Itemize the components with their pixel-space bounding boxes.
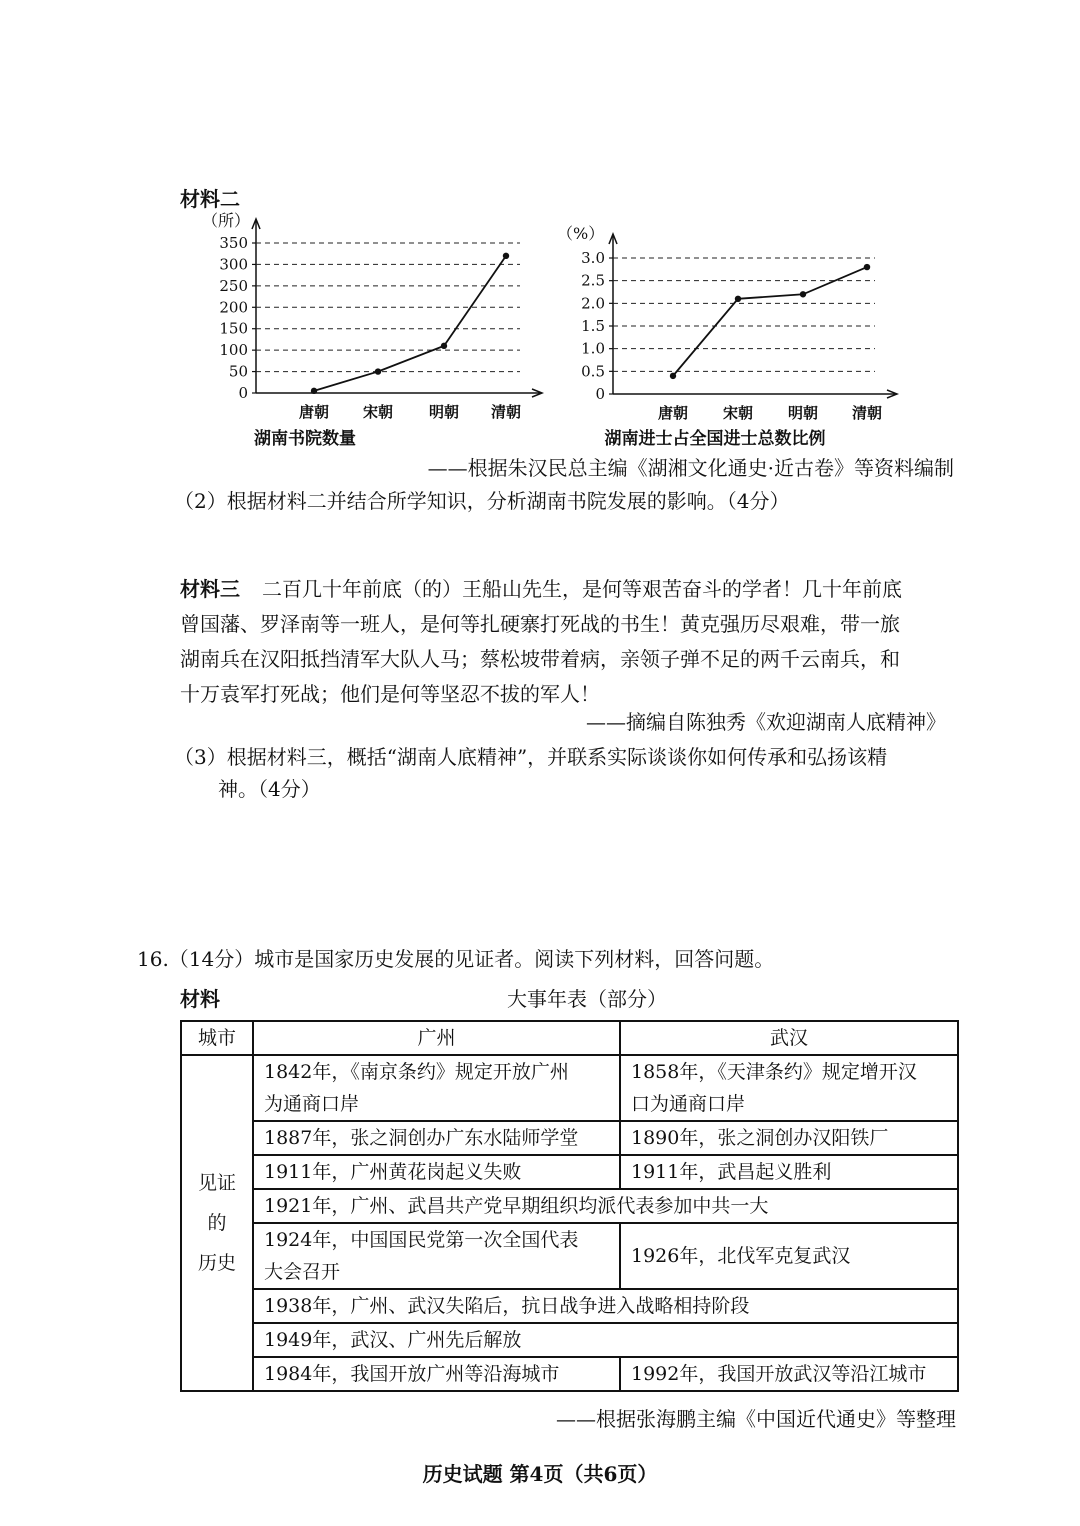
- y-tick-label: 2.5: [581, 271, 605, 290]
- cell-wuhan-1890: 1890年，张之洞创办汉阳铁厂: [620, 1121, 958, 1155]
- y-tick-label: 100: [219, 341, 248, 360]
- data-point: [441, 343, 447, 349]
- cell-1949: 1949年，武汉、广州先后解放: [253, 1323, 958, 1357]
- y-tick-label: 50: [228, 362, 248, 381]
- header-city: 城市: [181, 1021, 253, 1055]
- question-3-line-1: （3）根据材料三，概括“湖南人底精神”，并联系实际谈谈你如何传承和弘扬该精: [174, 745, 888, 769]
- x-tick-label: 明朝: [428, 403, 460, 421]
- table-header-row: [181, 1021, 958, 1055]
- y-tick-label: 3.0: [581, 249, 605, 267]
- x-tick-label: 唐朝: [657, 404, 689, 422]
- material-3-source: ——摘编自陈独秀《欢迎湖南人底精神》: [586, 710, 946, 734]
- cell-guangzhou-1911: 1911年，广州黄花岗起义失败: [253, 1155, 620, 1189]
- cell-guangzhou-1842: 1842年，《南京条约》规定开放广州 为通商口岸: [253, 1055, 620, 1121]
- material-2-label: 材料二: [180, 187, 240, 211]
- cell-guangzhou-1924: 1924年，中国国民党第一次全国代表 大会召开: [253, 1223, 620, 1289]
- cell-guangzhou-1887: 1887年，张之洞创办广东水陆师学堂: [253, 1121, 620, 1155]
- table-row: [181, 1357, 958, 1391]
- y-tick-label: 300: [219, 255, 248, 274]
- data-point: [864, 264, 870, 270]
- header-wuhan: 武汉: [620, 1021, 958, 1055]
- data-point: [670, 373, 676, 379]
- y-unit-label: （%）: [557, 224, 605, 243]
- table-row: [181, 1223, 958, 1289]
- data-point: [800, 291, 806, 297]
- y-tick-label: 1.5: [581, 317, 605, 335]
- header-guangzhou: 广州: [253, 1021, 620, 1055]
- material-3-block: [180, 572, 960, 712]
- cell-wuhan-1992: 1992年，我国开放武汉等沿江城市: [620, 1357, 958, 1391]
- cell-wuhan-1926: 1926年，北伐军克复武汉: [620, 1223, 958, 1289]
- y-tick-label: 150: [219, 319, 248, 338]
- x-tick-label: 宋朝: [362, 403, 394, 421]
- events-table: [180, 1020, 959, 1392]
- x-tick-label: 宋朝: [722, 404, 754, 422]
- data-point: [503, 253, 509, 259]
- cell-guangzhou-1984: 1984年，我国开放广州等沿海城市: [253, 1357, 620, 1391]
- data-point: [735, 296, 741, 302]
- x-tick-label: 明朝: [787, 404, 819, 422]
- x-tick-label: 清朝: [851, 404, 883, 422]
- table-row: [181, 1289, 958, 1323]
- cell-wuhan-1858: 1858年，《天津条约》规定增开汉 口为通商口岸: [620, 1055, 958, 1121]
- question-2: （2）根据材料二并结合所学知识，分析湖南书院发展的影响。（4分）: [174, 489, 790, 513]
- cell-wuhan-1911: 1911年，武昌起义胜利: [620, 1155, 958, 1189]
- y-tick-label: 200: [219, 298, 248, 317]
- material-3-line-1: 材料三 二百几十年前底（的）王船山先生，是何等艰苦奋斗的学者！几十年前底: [180, 577, 902, 601]
- data-point: [375, 368, 381, 374]
- table-row: [181, 1323, 958, 1357]
- material-3-line-3: 湖南兵在汉阳抵挡清军大队人马；蔡松坡带着病，亲领子弹不足的两千云南兵，和: [180, 647, 900, 671]
- series-line: [673, 267, 867, 376]
- y-tick-label: 250: [219, 276, 248, 295]
- y-tick-label: 0: [238, 384, 248, 402]
- cell-1938: 1938年，广州、武汉失陷后，抗日战争进入战略相持阶段: [253, 1289, 958, 1323]
- question-3-line-2: 神。（4分）: [218, 777, 321, 801]
- chart-title: 湖南书院数量: [254, 429, 356, 449]
- material-label: 材料: [180, 987, 220, 1011]
- material-3-line-2: 曾国藩、罗泽南等一班人，是何等扎硬寨打死战的书生！黄克强历尽艰难，带一旅: [180, 612, 900, 636]
- material-2-source: ——根据朱汉民总主编《湖湘文化通史·近古卷》等资料编制: [427, 456, 954, 480]
- y-unit-label: （所）: [202, 211, 251, 230]
- y-tick-label: 1.0: [581, 339, 605, 358]
- table-title: 大事年表（部分）: [507, 987, 667, 1011]
- table-row: [181, 1121, 958, 1155]
- cell-1921: 1921年，广州、武昌共产党早期组织均派代表参加中共一大: [253, 1189, 958, 1223]
- series-line: [314, 256, 506, 391]
- material-3-label: 材料三: [180, 577, 240, 601]
- chart-jinshi-ratio: [555, 215, 915, 460]
- table-row: [181, 1055, 958, 1121]
- chart-title: 湖南进士占全国进士总数比例: [604, 429, 826, 449]
- table-row: [181, 1189, 958, 1223]
- material-3-line-4: 十万袁军打死战；他们是何等坚忍不拔的军人！: [180, 682, 600, 706]
- question-16-stem: 16.（14分）城市是国家历史发展的见证者。阅读下列材料，回答问题。: [137, 947, 775, 971]
- x-tick-label: 清朝: [490, 403, 522, 421]
- data-point: [311, 388, 317, 394]
- y-tick-label: 2.0: [581, 294, 605, 313]
- chart-academies: [170, 200, 550, 460]
- table-row: [181, 1155, 958, 1189]
- y-tick-label: 0: [595, 385, 605, 403]
- y-tick-label: 350: [219, 234, 248, 252]
- side-label: 见证 的 历史: [181, 1055, 253, 1391]
- page-footer: 历史试题 第4页（共6页）: [422, 1462, 658, 1486]
- x-tick-label: 唐朝: [298, 403, 330, 421]
- question-16-source: ——根据张海鹏主编《中国近代通史》等整理: [556, 1407, 956, 1431]
- y-tick-label: 0.5: [581, 362, 605, 381]
